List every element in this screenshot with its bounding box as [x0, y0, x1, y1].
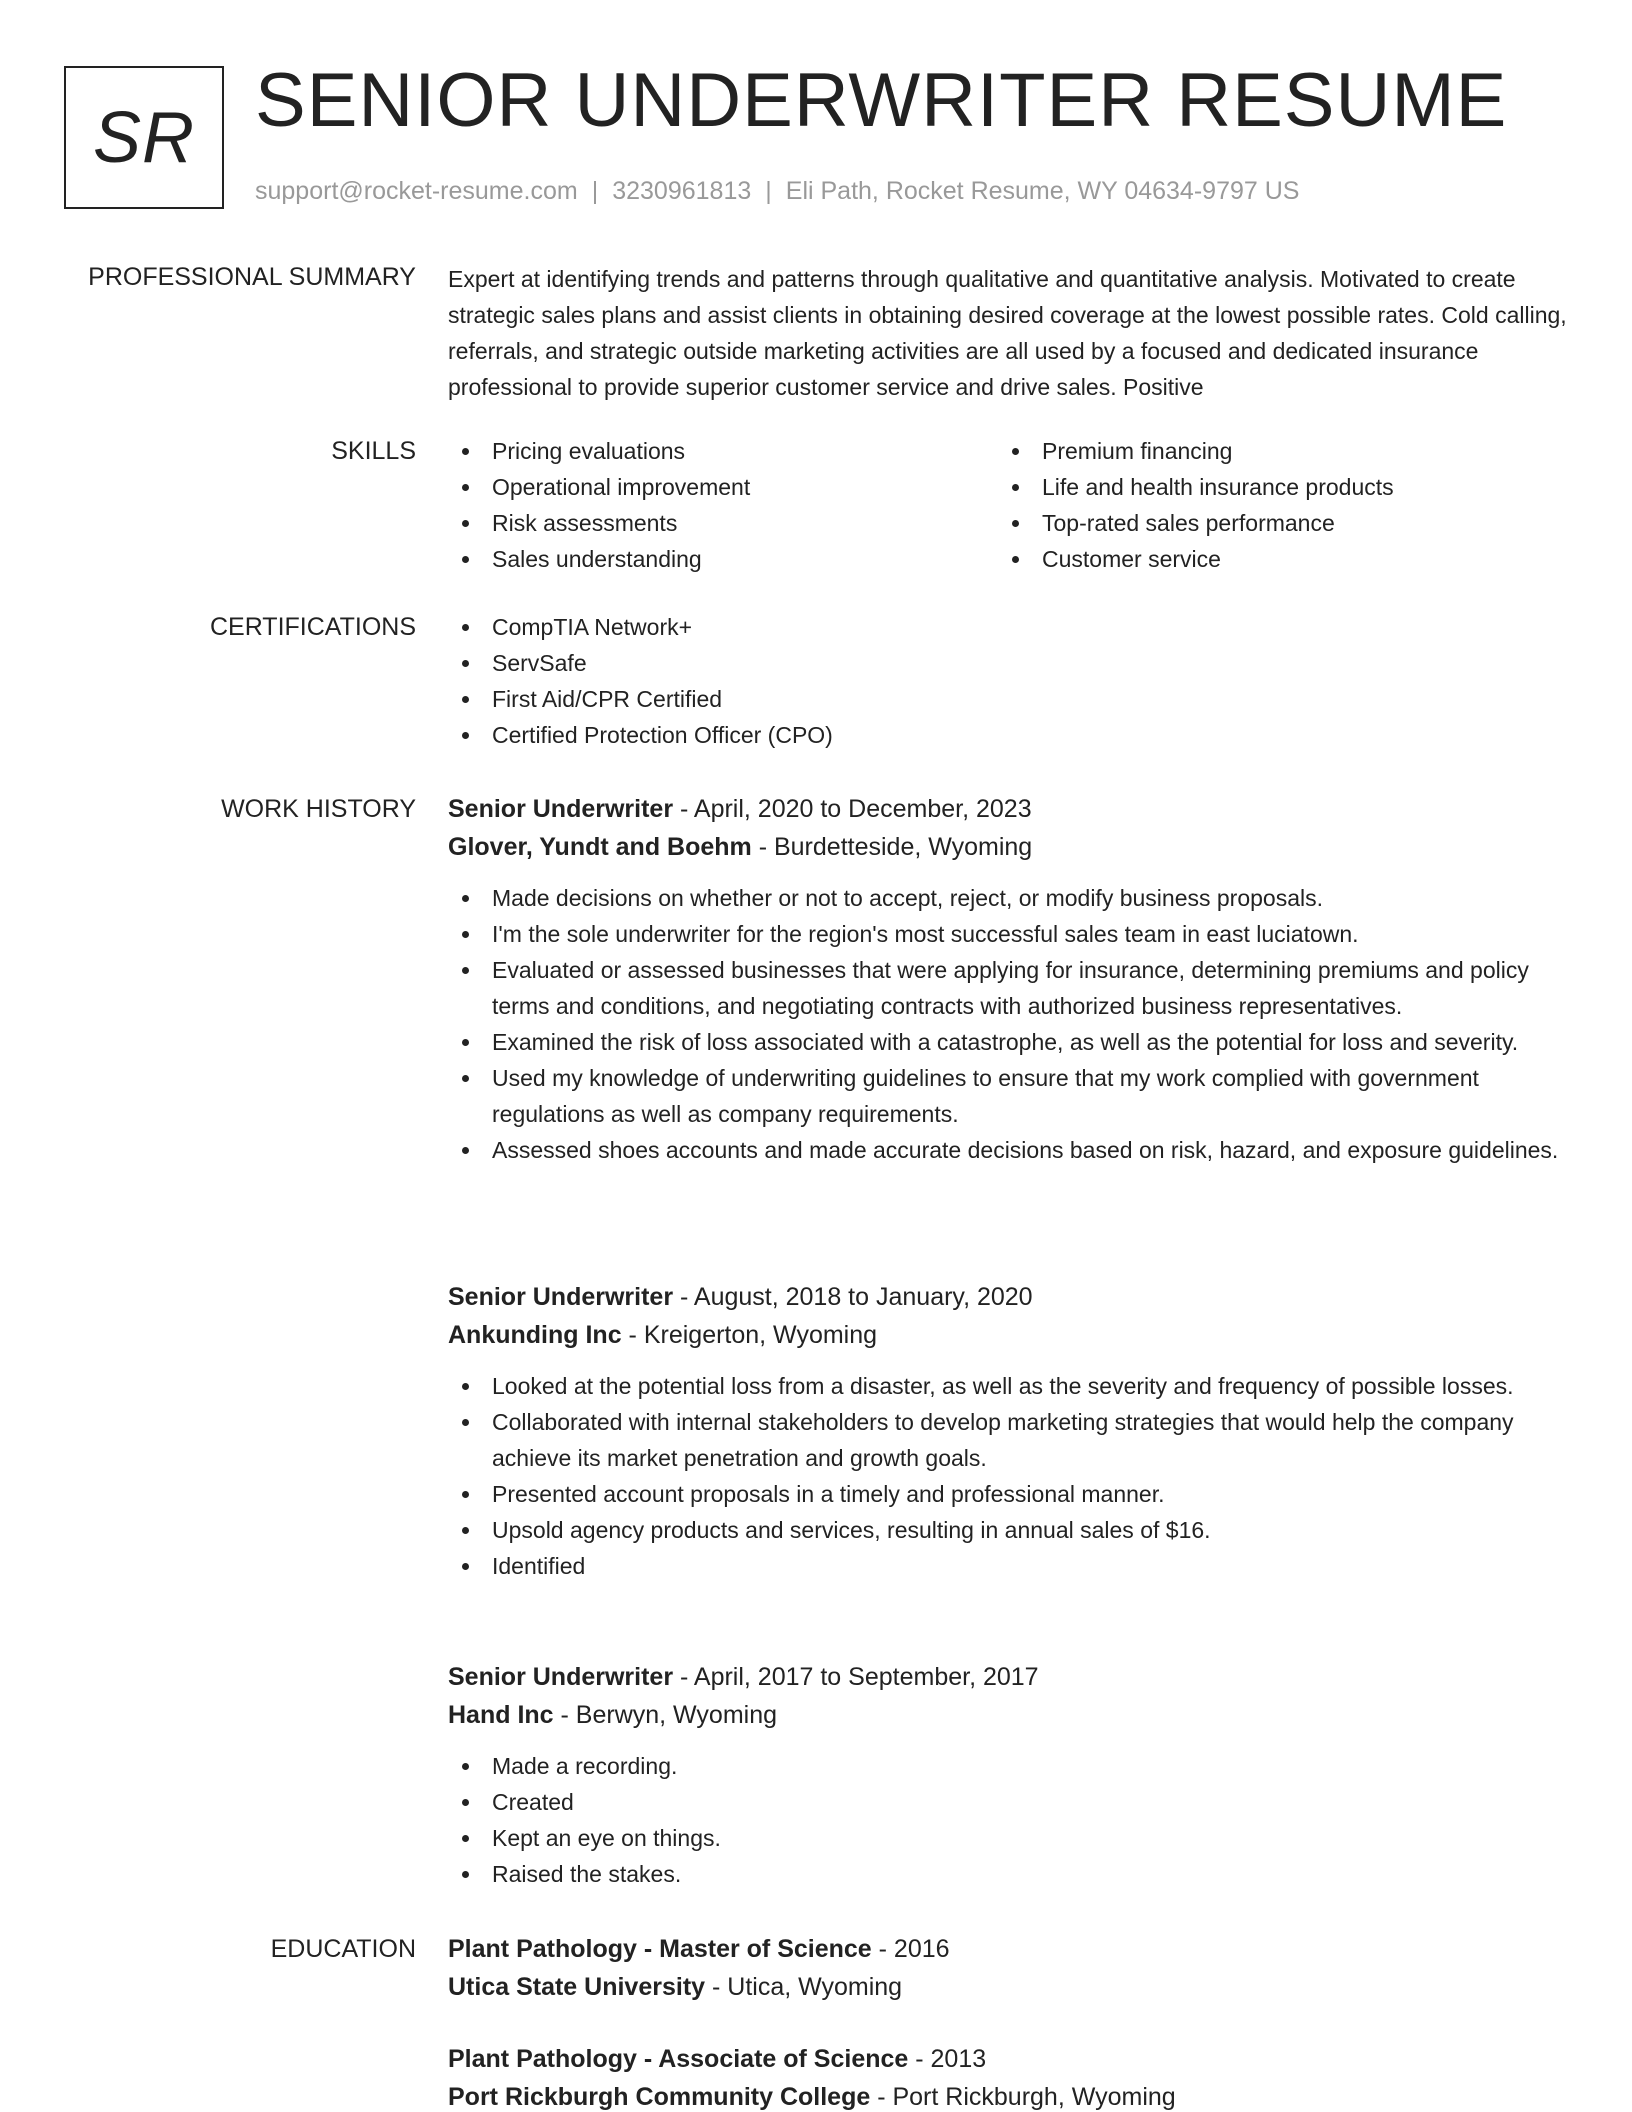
monogram-text: SR: [92, 97, 196, 178]
education-year: - 2013: [908, 2045, 987, 2073]
job-company: Ankunding Inc: [448, 1321, 622, 1349]
job-bullet: Looked at the potential loss from a disaster, as well as the severity and frequency of possible losses.: [448, 1368, 1572, 1404]
certifications-list: [448, 609, 1572, 753]
skill-item: Pricing evaluations: [448, 433, 998, 469]
job-bullet: Raised the stakes.: [448, 1856, 1572, 1892]
job-company-line: [448, 1696, 1572, 1734]
skills-list-right: [998, 433, 1548, 577]
education-degree-line: [448, 2040, 1572, 2078]
job-company-line: [448, 828, 1572, 866]
job-bullets: [448, 1748, 1572, 1892]
job-bullet: I'm the sole underwriter for the region's most successful sales team in east luciatown.: [448, 916, 1572, 952]
skill-item: Customer service: [998, 541, 1548, 577]
job-bullet: Assessed shoes accounts and made accurate decisions based on risk, hazard, and exposure guidelines.: [448, 1132, 1572, 1168]
contact-separator: |: [765, 177, 772, 205]
certifications-body: [448, 609, 1572, 753]
job-entry: [448, 790, 1572, 1168]
education-school: Utica State University: [448, 1973, 706, 2001]
job-bullet: Created: [448, 1784, 1572, 1820]
skill-item: Sales understanding: [448, 541, 998, 577]
job-bullet: Identified: [448, 1548, 1572, 1584]
education-entry: [448, 2040, 1572, 2112]
job-title: Senior Underwriter: [448, 795, 674, 823]
contact-address: Eli Path, Rocket Resume, WY 04634-9797 US: [785, 177, 1300, 205]
job-title: Senior Underwriter: [448, 1283, 674, 1311]
education-school-line: [448, 1968, 1572, 2006]
section-label-summary: PROFESSIONAL SUMMARY: [88, 263, 416, 291]
education-entry: [448, 1930, 1572, 2006]
certification-item: ServSafe: [448, 645, 1572, 681]
job-entry: [448, 1278, 1572, 1584]
skill-item: Premium financing: [998, 433, 1548, 469]
education-degree: Plant Pathology - Associate of Science: [448, 2045, 909, 2073]
job-dates: - April, 2020 to December, 2023: [673, 795, 1032, 823]
job-entry: [448, 1658, 1572, 1892]
job-bullet: Presented account proposals in a timely and professional manner.: [448, 1476, 1572, 1512]
job-title-line: [448, 790, 1572, 828]
job-bullet: Kept an eye on things.: [448, 1820, 1572, 1856]
skill-item: Life and health insurance products: [998, 469, 1548, 505]
skill-item: Top-rated sales performance: [998, 505, 1548, 541]
contact-phone: 3230961813: [612, 177, 752, 205]
education-degree: Plant Pathology - Master of Science: [448, 1935, 872, 1963]
job-company: Glover, Yundt and Boehm: [448, 833, 752, 861]
monogram-badge: [64, 66, 224, 209]
job-title-line: [448, 1658, 1572, 1696]
job-title: Senior Underwriter: [448, 1663, 674, 1691]
job-location: - Burdetteside, Wyoming: [751, 833, 1033, 861]
page-title: SENIOR UNDERWRITER RESUME: [255, 58, 1508, 143]
education-year: - 2016: [871, 1935, 950, 1963]
section-label-skills: SKILLS: [331, 437, 416, 465]
job-company: Hand Inc: [448, 1701, 554, 1729]
skill-item: Operational improvement: [448, 469, 998, 505]
education-location: - Utica, Wyoming: [705, 1973, 903, 2001]
job-bullet: Evaluated or assessed businesses that were applying for insurance, determining premiums and policy terms and conditions, and negotiating contracts with authorized business representatives.: [448, 952, 1572, 1024]
skills-columns: [448, 433, 1572, 577]
job-company-line: [448, 1316, 1572, 1354]
job-bullet: Upsold agency products and services, resulting in annual sales of $16.: [448, 1512, 1572, 1548]
education-school: Port Rickburgh Community College: [448, 2083, 871, 2111]
job-dates: - April, 2017 to September, 2017: [673, 1663, 1039, 1691]
section-label-education: EDUCATION: [270, 1935, 416, 1963]
job-location: - Berwyn, Wyoming: [553, 1701, 778, 1729]
job-bullet: Used my knowledge of underwriting guidelines to ensure that my work complied with government regulations as well as company requirements.: [448, 1060, 1572, 1132]
job-bullets: [448, 1368, 1572, 1584]
section-label-work-history: WORK HISTORY: [221, 795, 416, 823]
skills-list-left: [448, 433, 998, 577]
contact-line: [255, 176, 1299, 206]
certification-item: First Aid/CPR Certified: [448, 681, 1572, 717]
contact-email: support@rocket-resume.com: [255, 177, 578, 205]
job-bullets: [448, 880, 1572, 1168]
certification-item: Certified Protection Officer (CPO): [448, 717, 1572, 753]
job-title-line: [448, 1278, 1572, 1316]
section-label-certifications: CERTIFICATIONS: [209, 613, 416, 641]
skill-item: Risk assessments: [448, 505, 998, 541]
summary-text: Expert at identifying trends and patterns through qualitative and quantitative analysis. Motivated to create strategic sales plans and assist clients in obtaining desired coverage at the lowest possible rates. Cold calling, referrals, and strategic outside marketing activities are all used by a focused and dedicated insurance professional to provide superior customer service and drive sales. Positive: [448, 266, 1567, 400]
job-bullet: Made decisions on whether or not to accept, reject, or modify business proposals.: [448, 880, 1572, 916]
education-degree-line: [448, 1930, 1572, 1968]
education-school-line: [448, 2078, 1572, 2112]
job-location: - Kreigerton, Wyoming: [621, 1321, 878, 1349]
job-bullet: Made a recording.: [448, 1748, 1572, 1784]
certification-item: CompTIA Network+: [448, 609, 1572, 645]
job-bullet: Examined the risk of loss associated with a catastrophe, as well as the potential for loss and severity.: [448, 1024, 1572, 1060]
contact-separator: |: [591, 177, 599, 205]
education-location: - Port Rickburgh, Wyoming: [870, 2083, 1176, 2111]
job-dates: - August, 2018 to January, 2020: [673, 1283, 1033, 1311]
job-bullet: Collaborated with internal stakeholders to develop marketing strategies that would help the company achieve its market penetration and growth goals.: [448, 1404, 1572, 1476]
